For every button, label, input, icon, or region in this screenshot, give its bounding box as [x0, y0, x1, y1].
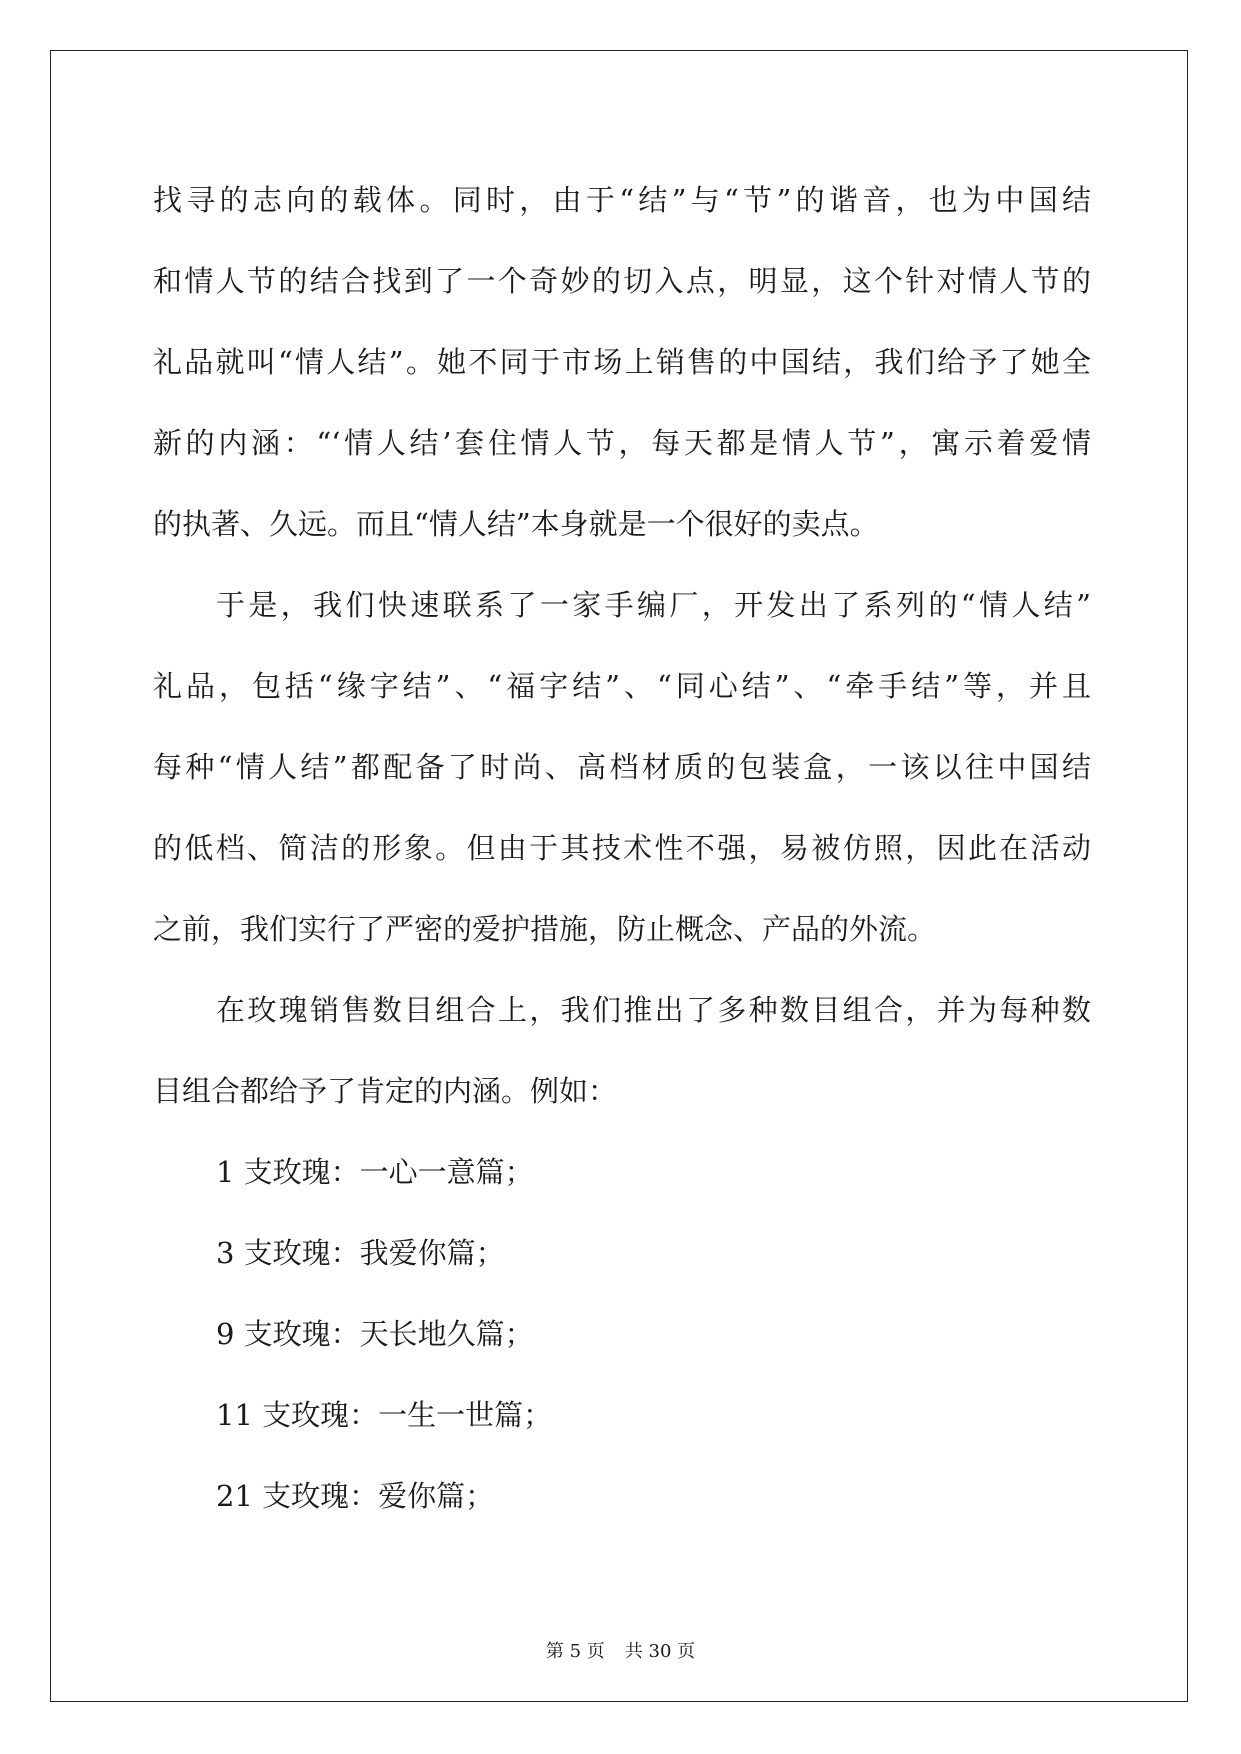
paragraph-first-line: 在玫瑰销售数目组合上，我们推出了多种数目组合，并为每种数	[216, 993, 1091, 1027]
page-footer	[0, 1637, 1241, 1663]
text-line: 礼品，包括“缘字结”、“福字结”、“同心结”、“牵手结”等，并且	[153, 669, 1091, 703]
page-number: 第 5 页	[545, 1641, 605, 1662]
list-item: 9 支玫瑰：天长地久篇；	[216, 1317, 534, 1351]
text-line: 找寻的志向的载体。同时，由于“结”与“节”的谐音，也为中国结	[153, 183, 1091, 217]
text-line: 的低档、简洁的形象。但由于其技术性不强，易被仿照，因此在活动	[153, 831, 1091, 865]
text-line: 礼品就叫“情人结”。她不同于市场上销售的中国结，我们给予了她全	[153, 345, 1091, 379]
text-line: 和情人节的结合找到了一个奇妙的切入点，明显，这个针对情人节的	[153, 264, 1091, 298]
paragraph-first-line: 于是，我们快速联系了一家手编厂，开发出了系列的“情人结”	[216, 588, 1091, 622]
text-line: 之前，我们实行了严密的爱护措施，防止概念、产品的外流。	[153, 912, 937, 946]
document-body	[153, 160, 1091, 1537]
page-total: 共 30 页	[624, 1641, 696, 1662]
text-line: 目组合都给予了肯定的内涵。例如：	[153, 1074, 618, 1108]
text-line: 的执著、久远。而且“情人结”本身就是一个很好的卖点。	[153, 507, 879, 541]
list-item: 3 支玫瑰：我爱你篇；	[216, 1236, 505, 1270]
list-item: 21 支玫瑰：爱你篇；	[216, 1479, 495, 1513]
list-item: 1 支玫瑰：一心一意篇；	[216, 1155, 534, 1189]
text-line: 每种“情人结”都配备了时尚、高档材质的包装盒，一该以往中国结	[153, 750, 1091, 784]
list-item: 11 支玫瑰：一生一世篇；	[216, 1398, 553, 1432]
text-line: 新的内涵：“‘情人结’套住情人节，每天都是情人节”，寓示着爱情	[153, 426, 1091, 460]
